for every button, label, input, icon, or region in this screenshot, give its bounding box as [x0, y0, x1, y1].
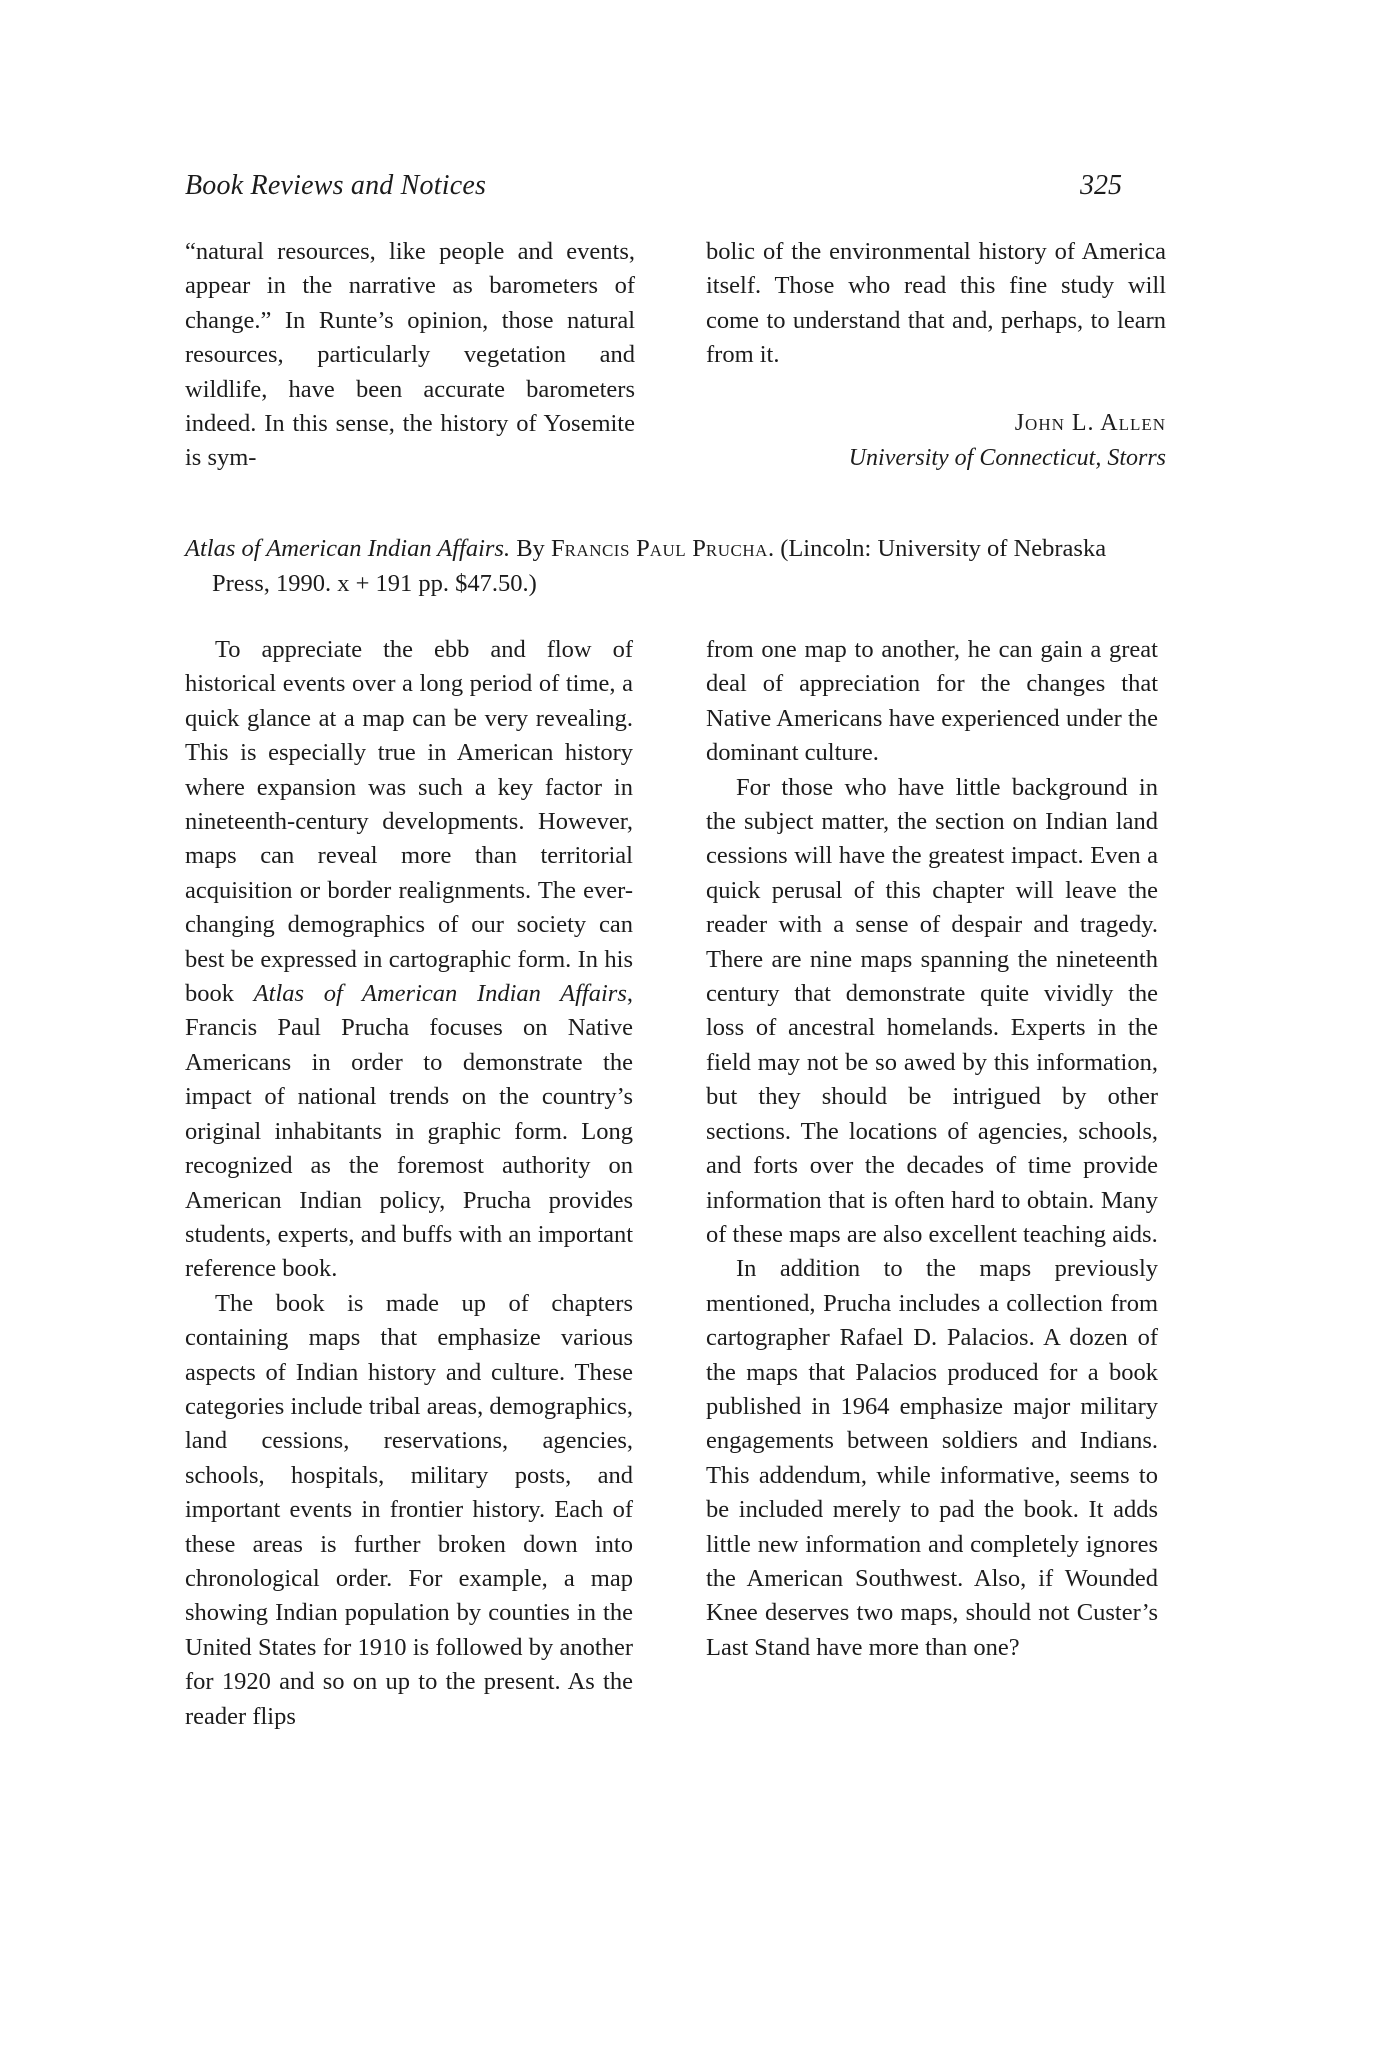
- author-first-smallcaps: RANCIS: [564, 541, 630, 560]
- review-paragraph-5: In addition to the maps previously mentioned, Prucha includes a collection from cartographer Rafael D. Palacios. A dozen of the maps that Palacios produced for a book published in 1964 emphasize major military engagements between soldiers and Indians. This addendum, while informative, seems to be included merely to pad the book. It adds little new information and completely ignores the American Southwest. Also, if Wounded Knee deserves two maps, should not Custer’s Last Stand have more than one?: [706, 1255, 1158, 1661]
- review-left-column: [185, 633, 633, 1734]
- review-book-title: Atlas of American Indian Affairs: [253, 980, 627, 1008]
- page-number: 325: [1080, 170, 1122, 201]
- review-paragraph-2: The book is made up of chapters containing maps that emphasize various aspects of Indian history and culture. These categories include tribal areas, demographics, land cessions, reservations, agencies, schools, hospitals, military posts, and important events in frontier history. Each of these areas is further broken down into chronological order. For example, a map showing Indian population by counties in the United States for 1910 is followed by another for 1920 and so on up to the present. As the reader flips: [185, 1289, 633, 1730]
- review-paragraph-4: For those who have little background in the subject matter, the section on Indian land cessions will have the greatest impact. Even a quick perusal of this chapter will leave the reader with a sense of despair and tragedy. There are nine maps spanning the nineteenth century that demonstrate quite vividly the loss of ancestral homelands. Experts in the field may not be so awed by this information, but they should be intrigued by other sections. The locations of agencies, schools, and forts over the decades of time provide information that is often hard to obtain. Many of these maps are also excellent teaching aids.: [706, 773, 1158, 1248]
- author-initial-pr: P: [686, 535, 706, 562]
- reviewer-last-smallcaps: LLEN: [1118, 415, 1166, 434]
- previous-review-left-column: [185, 235, 635, 476]
- author-last-smallcaps: RUCHA: [705, 541, 768, 560]
- author-initial-f: F: [550, 535, 565, 562]
- book-citation: [185, 532, 1175, 600]
- previous-review-paragraph: “natural resources, like people and events, appear in the narrative as barometers of change.” In Runte’s opinion, those natural resources, particularly vegetation and wildlife, have been accurate barometers indeed. In this sense, the history of Yosemite is sym-: [185, 238, 635, 472]
- previous-review-right-column: [706, 235, 1166, 373]
- reviewer-middle: L. A: [1064, 410, 1119, 436]
- review-text-cont: , Francis Paul Prucha focuses on Native Americans in order to demonstrate the impact of national trends on the country’s original inhabitants in graphic form. Long recognized as the foremost authority on American Indian policy, Prucha provides students, experts, and buffs with an important reference book.: [185, 980, 633, 1283]
- review-text: To appreciate the ebb and flow of historical events over a long period of time, a quick glance at a map can be very revealing. This is especially true in American history where expansion was such a key factor in nineteenth-century developments. However, maps can reveal more than territorial acquisition or border realignments. The ever-changing demographics of our society can best be expressed in cartographic form. In his book: [185, 636, 633, 1008]
- citation-publisher: . (Lincoln: University of Nebraska: [767, 535, 1107, 562]
- citation-by: By: [510, 535, 551, 562]
- review-paragraph-1: [185, 633, 633, 1287]
- reviewer-first-smallcaps: OHN: [1025, 415, 1065, 434]
- review-paragraph-3: from one map to another, he can gain a great deal of appreciation for the changes that Native Americans have experienced under the dominant culture.: [706, 636, 1158, 767]
- author-middle-smallcaps: AUL: [649, 541, 687, 560]
- review-right-column: [706, 633, 1158, 1665]
- reviewer-affiliation: University of Connecticut, Storrs: [848, 445, 1166, 471]
- reviewer-initial: J: [1014, 410, 1026, 436]
- reviewer-name: [706, 410, 1166, 437]
- author-initial-p: P: [629, 535, 650, 562]
- book-title: Atlas of American Indian Affairs.: [185, 535, 511, 562]
- previous-review-paragraph-end: bolic of the environmental history of America itself. Those who read this fine study will come to understand that and, perhaps, to learn from it.: [706, 238, 1166, 369]
- running-head-title: Book Reviews and Notices: [185, 170, 487, 201]
- citation-publisher-line2: Press, 1990. x + 191 pp. $47.50.): [212, 570, 537, 597]
